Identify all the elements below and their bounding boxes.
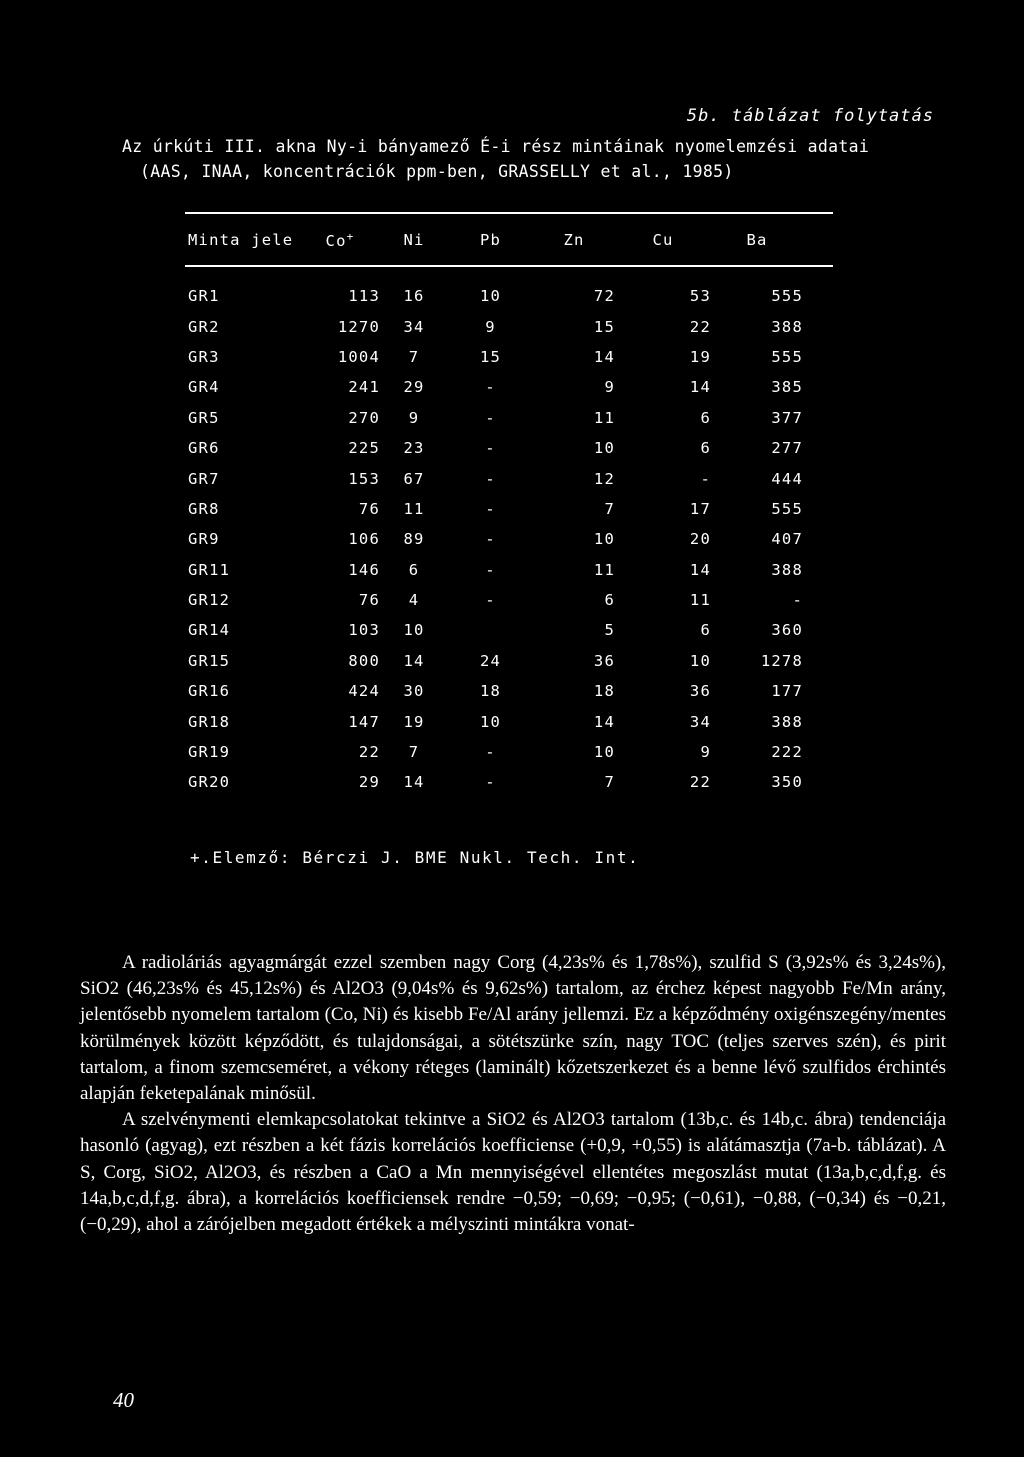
header-ba: Ba xyxy=(746,231,768,249)
cell-co: 146 xyxy=(348,560,380,579)
table-row xyxy=(180,311,803,341)
cell-ni: 14 xyxy=(403,773,425,792)
cell-sample-id: GR20 xyxy=(188,773,231,792)
cell-ba: 350 xyxy=(771,773,803,792)
table-row xyxy=(180,585,803,615)
cell-zn: 11 xyxy=(593,408,615,427)
cell-pb: 10 xyxy=(479,287,502,306)
cell-sample-id: GR1 xyxy=(188,287,220,306)
header-co xyxy=(300,226,380,254)
cell-cu: 20 xyxy=(689,530,711,549)
header-co-marker: + xyxy=(346,229,355,243)
cell-ni: 34 xyxy=(403,317,425,336)
cell-pb xyxy=(448,615,533,645)
cell-ba: 407 xyxy=(771,530,803,549)
table-row xyxy=(180,403,803,433)
cell-co: 225 xyxy=(348,439,380,458)
cell-pb: - xyxy=(485,743,496,762)
cell-pb: 24 xyxy=(479,651,502,670)
cell-ni: 16 xyxy=(403,287,425,306)
caption-line-1: Az úrkúti III. akna Ny-i bányamező É-i rész mintáinak nyomelemzési adatai xyxy=(122,137,870,156)
cell-zn: 11 xyxy=(593,560,615,579)
cell-zn: 36 xyxy=(593,651,615,670)
cell-zn: 72 xyxy=(593,287,615,306)
header-co-label: Co xyxy=(325,232,347,251)
cell-zn: 5 xyxy=(604,621,615,640)
cell-cu: 19 xyxy=(689,347,711,366)
cell-co: 147 xyxy=(348,712,380,731)
header-ni: Ni xyxy=(403,231,425,249)
cell-ni: 6 xyxy=(408,560,420,579)
cell-pb: 10 xyxy=(479,712,502,731)
table-row xyxy=(180,737,803,767)
cell-co: 153 xyxy=(348,469,380,488)
cell-ba: 555 xyxy=(771,347,803,366)
cell-ba: 360 xyxy=(771,621,803,640)
cell-sample-id: GR5 xyxy=(188,408,220,427)
cell-pb: 18 xyxy=(479,682,502,701)
cell-ni: 7 xyxy=(408,347,420,366)
cell-cu: 6 xyxy=(700,408,711,427)
cell-sample-id: GR15 xyxy=(188,651,231,670)
cell-zn: 7 xyxy=(604,499,615,518)
cell-co: 1004 xyxy=(337,347,380,366)
cell-co: 76 xyxy=(358,591,380,610)
cell-pb: - xyxy=(485,439,496,458)
cell-cu: 17 xyxy=(689,499,711,518)
cell-sample-id: GR9 xyxy=(188,530,220,549)
table-body xyxy=(180,254,803,798)
cell-ba: 385 xyxy=(771,378,803,397)
cell-cu: 36 xyxy=(689,682,711,701)
cell-zn: 15 xyxy=(593,317,615,336)
cell-sample-id: GR18 xyxy=(188,712,231,731)
cell-pb: - xyxy=(485,773,496,792)
table-spacer-cell xyxy=(180,254,803,281)
table-label: 5b. táblázat folytatás xyxy=(686,106,934,126)
cell-pb: - xyxy=(485,469,496,488)
cell-co: 241 xyxy=(348,378,380,397)
cell-cu: 9 xyxy=(700,743,711,762)
trace-element-table xyxy=(180,226,803,798)
cell-ni: 30 xyxy=(403,682,425,701)
body-paragraph-2: A szelvénymenti elemkapcsolatokat tekintve a SiO2 és Al2O3 tartalom (13b,c. és 14b,c. ábra) tendenciája hasonló (agyag), ezt részben a két fázis korrelációs koefficiense (+0,9, +0,55) is alátámasztja (7a-b. táblázat). A S, Corg, SiO2, Al2O3, és részben a CaO a Mn mennyiségével ellentétes megoszlást mutat (13a,b,c,d,f,g. és 14a,b,c,d,f,g. ábra), a korrelációs koefficiensek rendre −0,59; −0,69; −0,95; (−0,61), −0,88, (−0,34) és −0,21, (−0,29), ahol a zárójelben megadott értékek a mélyszinti mintákra vonat- xyxy=(80,1109,946,1236)
cell-cu: 22 xyxy=(689,317,711,336)
cell-ba: 388 xyxy=(771,560,803,579)
cell-ni: 23 xyxy=(403,439,425,458)
cell-co: 270 xyxy=(348,408,380,427)
cell-pb: - xyxy=(485,499,496,518)
cell-sample-id: GR7 xyxy=(188,469,220,488)
cell-zn: 10 xyxy=(593,743,615,762)
cell-ba: 555 xyxy=(771,287,803,306)
body-text xyxy=(80,950,946,1238)
cell-ba: 388 xyxy=(771,712,803,731)
table-row xyxy=(180,433,803,463)
caption-line-2: (AAS, INAA, koncentrációk ppm-ben, GRASSELLY et al., 1985) xyxy=(140,162,734,181)
body-paragraph-1: A radioláriás agyagmárgát ezzel szemben nagy Corg (4,23s% és 1,78s%), szulfid S (3,92s% és 3,24s%), SiO2 (46,23s% és 45,12s%) és Al2O3 (9,04s% és 9,62s%) tartalom, az érchez képest nagyobb Fe/Mn arány, jelentősebb nyomelem tartalom (Co, Ni) és kisebb Fe/Al arány jellemzi. Ez a képződmény oxigénszegény/mentes körülmények között képződött, és tulajdonságai, a sötétszürke szín, nagy TOC (teljes szerves szén), és pirit tartalom, a finom szemcseméret, a vékony réteges (laminált) kőzetszerkezet és a benne lévő szulfidos érchintés alapján feketepalának minősül. xyxy=(80,952,946,1105)
cell-sample-id: GR4 xyxy=(188,378,220,397)
cell-ni: 4 xyxy=(408,591,420,610)
cell-cu: 14 xyxy=(689,560,711,579)
cell-zn: 9 xyxy=(604,378,615,397)
header-minta-jele: Minta jele xyxy=(188,231,294,249)
cell-ba: 388 xyxy=(771,317,803,336)
header-zn: Zn xyxy=(563,231,585,249)
cell-ni: 67 xyxy=(403,469,425,488)
cell-cu: 34 xyxy=(689,712,711,731)
table-row xyxy=(180,555,803,585)
cell-ni: 10 xyxy=(403,621,425,640)
cell-co: 1270 xyxy=(337,317,380,336)
cell-zn: 12 xyxy=(593,469,615,488)
table-row xyxy=(180,646,803,676)
cell-sample-id: GR6 xyxy=(188,439,220,458)
header-pb: Pb xyxy=(479,231,502,249)
cell-co: 29 xyxy=(358,773,380,792)
cell-sample-id: GR12 xyxy=(188,591,231,610)
cell-ba: 222 xyxy=(771,743,803,762)
table-spacer-row xyxy=(180,254,803,281)
cell-co: 113 xyxy=(348,287,380,306)
table-row xyxy=(180,706,803,736)
cell-ba: 177 xyxy=(771,682,803,701)
cell-ba: 277 xyxy=(771,439,803,458)
cell-cu: 53 xyxy=(689,287,711,306)
cell-sample-id: GR16 xyxy=(188,682,231,701)
cell-zn: 7 xyxy=(604,773,615,792)
cell-ba: 1278 xyxy=(760,651,803,670)
cell-pb: - xyxy=(485,378,496,397)
cell-pb: 15 xyxy=(479,347,502,366)
cell-co: 22 xyxy=(358,743,380,762)
cell-sample-id: GR14 xyxy=(188,621,231,640)
header-cu: Cu xyxy=(652,231,674,249)
cell-cu: - xyxy=(700,469,711,488)
cell-sample-id: GR8 xyxy=(188,499,220,518)
cell-zn: 14 xyxy=(593,347,615,366)
cell-ni: 29 xyxy=(403,378,425,397)
cell-cu: 14 xyxy=(689,378,711,397)
table-footnote: +.Elemző: Bérczi J. BME Nukl. Tech. Int. xyxy=(190,848,640,867)
table-rule-top xyxy=(185,212,833,214)
table-row xyxy=(180,615,803,645)
cell-ni: 9 xyxy=(408,408,420,427)
cell-pb: - xyxy=(485,530,496,549)
table-header-row xyxy=(180,226,803,254)
cell-pb: - xyxy=(485,560,496,579)
cell-cu: 6 xyxy=(700,621,711,640)
table-row xyxy=(180,767,803,797)
cell-ni: 7 xyxy=(408,743,420,762)
table-row xyxy=(180,342,803,372)
table-caption xyxy=(122,134,922,184)
cell-co: 106 xyxy=(348,530,380,549)
table-row xyxy=(180,494,803,524)
cell-cu: 10 xyxy=(689,651,711,670)
cell-ni: 89 xyxy=(403,530,425,549)
cell-zn: 14 xyxy=(593,712,615,731)
cell-ba: - xyxy=(792,591,803,610)
cell-co: 800 xyxy=(348,651,380,670)
cell-co: 103 xyxy=(348,621,380,640)
page-number: 40 xyxy=(113,1388,134,1412)
cell-sample-id: GR11 xyxy=(188,560,231,579)
cell-ba: 444 xyxy=(771,469,803,488)
cell-ni: 19 xyxy=(403,712,425,731)
cell-ba: 377 xyxy=(771,408,803,427)
cell-zn: 10 xyxy=(593,530,615,549)
table-row xyxy=(180,524,803,554)
cell-ni: 14 xyxy=(403,651,425,670)
cell-pb: - xyxy=(485,591,496,610)
cell-zn: 10 xyxy=(593,439,615,458)
cell-ni: 11 xyxy=(403,499,425,518)
cell-ba: 555 xyxy=(771,499,803,518)
cell-co: 424 xyxy=(348,682,380,701)
cell-sample-id: GR19 xyxy=(188,743,231,762)
table-row xyxy=(180,463,803,493)
cell-sample-id: GR3 xyxy=(188,347,220,366)
cell-zn: 6 xyxy=(604,591,615,610)
cell-co: 76 xyxy=(358,499,380,518)
cell-pb: 9 xyxy=(485,317,496,336)
table-row xyxy=(180,372,803,402)
table-row xyxy=(180,281,803,311)
cell-cu: 11 xyxy=(689,591,711,610)
table-row xyxy=(180,676,803,706)
cell-zn: 18 xyxy=(593,682,615,701)
cell-sample-id: GR2 xyxy=(188,317,220,336)
cell-cu: 6 xyxy=(700,439,711,458)
cell-pb: - xyxy=(485,408,496,427)
cell-cu: 22 xyxy=(689,773,711,792)
